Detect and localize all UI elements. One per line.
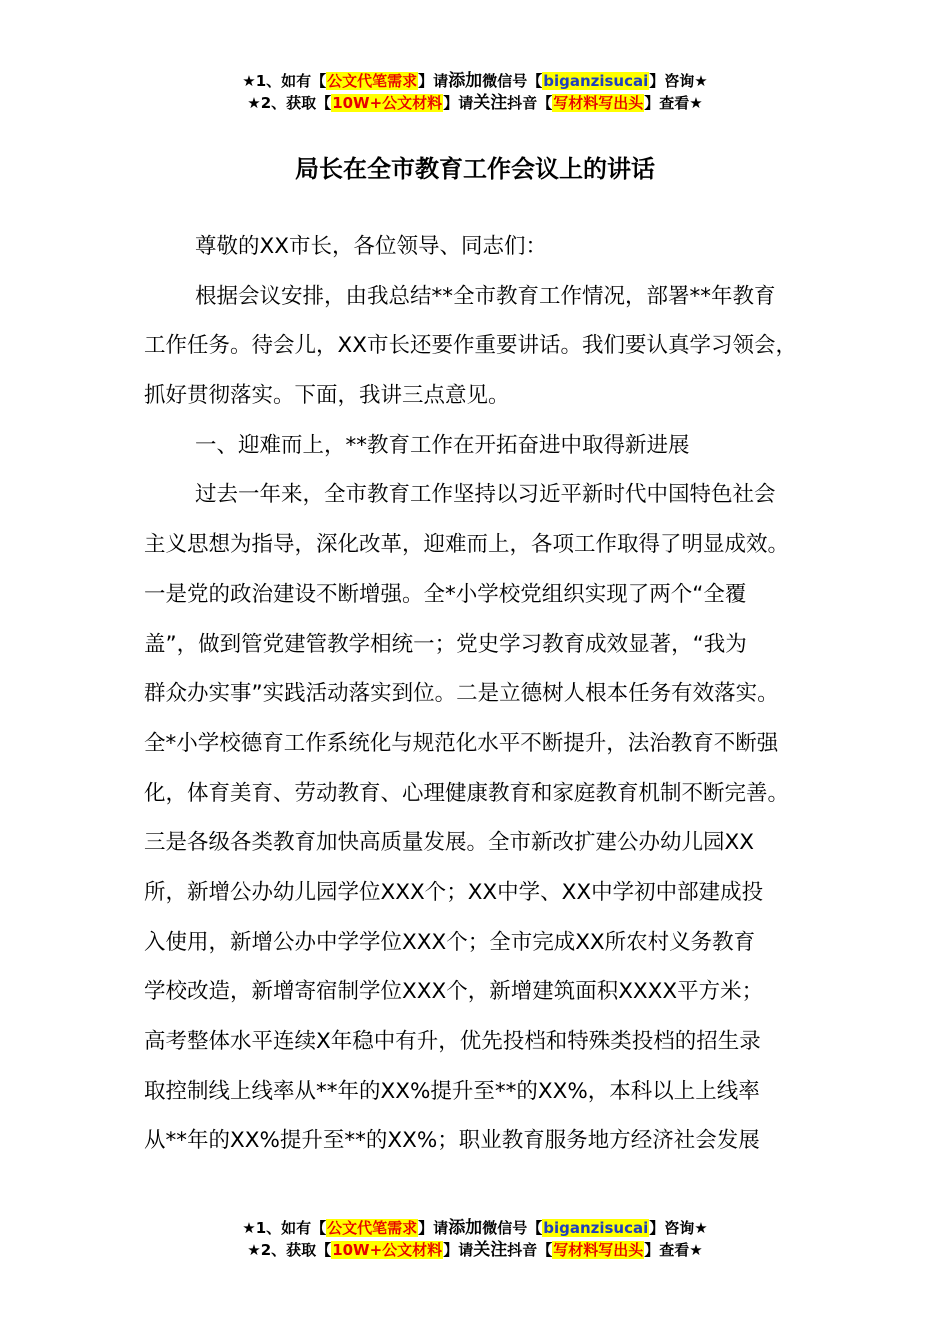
banner-highlight-materials: 10W+公文材料 (332, 1241, 443, 1259)
banner-text: 】请 (418, 72, 449, 90)
banner-text: 】请 (418, 1219, 449, 1237)
banner-text: 】查看★ (644, 1241, 703, 1259)
banner-text: 微信号【 (482, 1219, 543, 1237)
banner-highlight-service: 公文代笔需求 (327, 1219, 418, 1237)
body-line: 主义思想为指导，深化改革，迎难而上，各项工作取得了明显成效。 (144, 532, 790, 558)
banner-highlight-service: 公文代笔需求 (327, 72, 418, 90)
banner-highlight-wechat: biganzisucai (543, 72, 649, 90)
banner-text: ★2、获取【 (247, 1241, 332, 1259)
top-banner (0, 70, 950, 114)
body-line: 抓好贯彻落实。下面，我讲三点意见。 (144, 383, 510, 409)
body-line: 所，新增公办幼儿园学位XXX个；XX中学、XX中学初中部建成投 (144, 879, 764, 905)
banner-text: ★1、如有【 (242, 72, 327, 90)
document-title: 局长在全市教育工作会议上的讲话 (295, 155, 655, 183)
section-heading: 一、迎难而上，**教育工作在开拓奋进中取得新进展 (195, 432, 690, 458)
banner-line-1 (0, 1217, 950, 1239)
banner-emphasis: 关注 (473, 93, 508, 113)
body-line: 一是党的政治建设不断增强。全*小学校党组织实现了两个“全覆 (144, 581, 747, 607)
banner-text: ★1、如有【 (242, 1219, 327, 1237)
banner-line-1 (0, 70, 950, 92)
bottom-banner (0, 1217, 950, 1261)
body-line: 三是各级各类教育加快高质量发展。全市新改扩建公办幼儿园XX (144, 830, 754, 856)
banner-highlight-materials: 10W+公文材料 (332, 94, 443, 112)
banner-text: 】请 (443, 94, 474, 112)
banner-text: 】查看★ (644, 94, 703, 112)
body-line: 过去一年来，全市教育工作坚持以习近平新时代中国特色社会 (195, 482, 776, 508)
banner-highlight-douyin: 写材料写出头 (553, 1241, 644, 1259)
body-line: 化，体育美育、劳动教育、心理健康教育和家庭教育机制不断完善。 (144, 780, 790, 806)
banner-emphasis: 添加 (448, 71, 483, 91)
banner-text: 】咨询★ (649, 1219, 708, 1237)
banner-emphasis: 添加 (448, 1218, 483, 1238)
banner-highlight-wechat: biganzisucai (543, 1219, 649, 1237)
body-line: 学校改造，新增寄宿制学位XXX个，新增建筑面积XXXX平方米； (144, 979, 764, 1005)
body-line: 高考整体水平连续X年稳中有升，优先投档和特殊类投档的招生录 (144, 1029, 761, 1054)
banner-text: 抖音【 (507, 1241, 553, 1259)
banner-text: 微信号【 (482, 72, 543, 90)
body-line: 从**年的XX%提升至**的XX%；职业教育服务地方经济社会发展 (144, 1128, 760, 1154)
body-line: 工作任务。待会儿，XX市长还要作重要讲话。我们要认真学习领会， (144, 333, 797, 359)
banner-highlight-douyin: 写材料写出头 (553, 94, 644, 112)
body-line: 群众办实事”实践活动落实到位。二是立德树人根本任务有效落实。 (144, 681, 779, 707)
body-line: 取控制线上线率从**年的XX%提升至**的XX%，本科以上上线率 (144, 1078, 760, 1104)
body-line: 根据会议安排，由我总结**全市教育工作情况，部署**年教育 (195, 283, 776, 309)
banner-emphasis: 关注 (473, 1240, 508, 1260)
banner-text: 】咨询★ (649, 72, 708, 90)
banner-line-2 (0, 92, 950, 114)
banner-line-2 (0, 1239, 950, 1261)
body-line: 入使用，新增公办中学学位XXX个；全市完成XX所农村义务教育 (144, 929, 756, 955)
body-line: 全*小学校德育工作系统化与规范化水平不断提升，法治教育不断强 (144, 730, 779, 756)
banner-text: 】请 (443, 1241, 474, 1259)
salutation-line: 尊敬的XX市长，各位领导、同志们： (195, 234, 547, 259)
body-line: 盖”，做到管党建管教学相统一；党史学习教育成效显著，“我为 (144, 631, 747, 657)
banner-text: 抖音【 (507, 94, 553, 112)
document-body (144, 222, 834, 1166)
banner-text: ★2、获取【 (247, 94, 332, 112)
